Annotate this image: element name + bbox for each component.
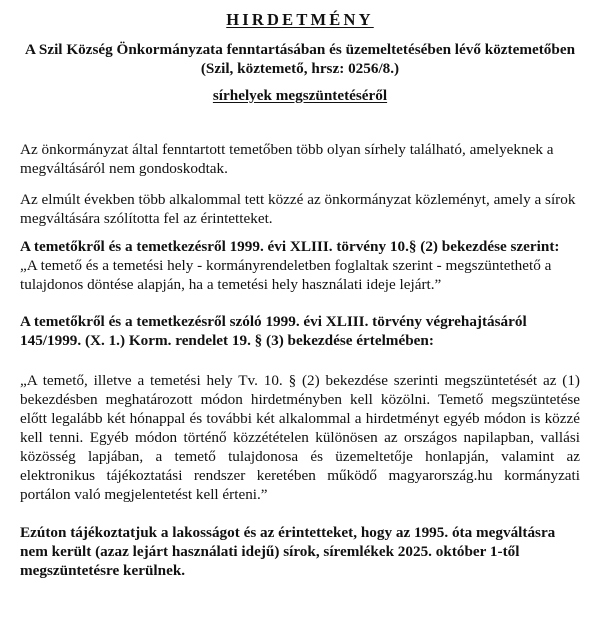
law-2-heading: A temetőkről és a temetkezésről szóló 1999. évi XLIII. törvény végrehajtásáról 145/1999. (X. 1.) Korm. rendelet 19. § (3) bekezdése értelmében: [20, 313, 527, 349]
document-subheading: sírhelyek megszüntetéséről [212, 87, 388, 104]
closing-statement: Ezúton tájékoztatjuk a lakosságot és az érintetteket, hogy az 1995. óta megváltásra nem került (azaz lejárt használati idejű) sírok, síremlékek 2025. október 1-től megszüntetésre kerülnek. [20, 524, 556, 579]
document-subtitle: A Szil Község Önkormányzata fenntartásában és üzemeltetésében lévő köztemetőben (Szil, köztemető, hrsz: 0256/8.) [24, 41, 576, 77]
intro-paragraph: Az önkormányzat által fenntartott temetőben több olyan sírhely található, amelyeknek a megváltásáról nem gondoskodtak. [20, 141, 554, 177]
law-2-quote: „A temető, illetve a temetési hely Tv. 10. § (2) bekezdése szerinti megszüntetését az (1) bekezdésben meghatározott módon hirdetményben kell közölni. Temető megszüntetése előtt legalább két hónappal és további két alkalommal a hirdetményt egyéb módon is közzé kell tenni. Egyéb módon történő közzétételen különösen az országos napilapban, vallási közösség lapjában, a temető tulajdonosa és üzemeltetője honlapján, valamint az elektronikus tájékoztatási rendszer keretében működő magyarország.hu kormányzati portálon való megjelentetést kell érteni.” [20, 372, 580, 503]
previous-notices-paragraph: Az elmúlt években több alkalommal tett közzé az önkormányzat közleményt, amely a sírok megváltására szólította fel az érintetteket. [20, 191, 576, 227]
law-1-heading: A temetőkről és a temetkezésről 1999. évi XLIII. törvény 10.§ (2) bekezdése szerint: [20, 238, 560, 255]
document-title: HIRDETMÉNY [226, 10, 374, 29]
law-1-quote: „A temető és a temetési hely - kormányrendeletben foglaltak szerint - megszüntethető a tulajdonos döntése alapján, ha a temetési hely használati ideje lejárt.” [20, 257, 552, 293]
